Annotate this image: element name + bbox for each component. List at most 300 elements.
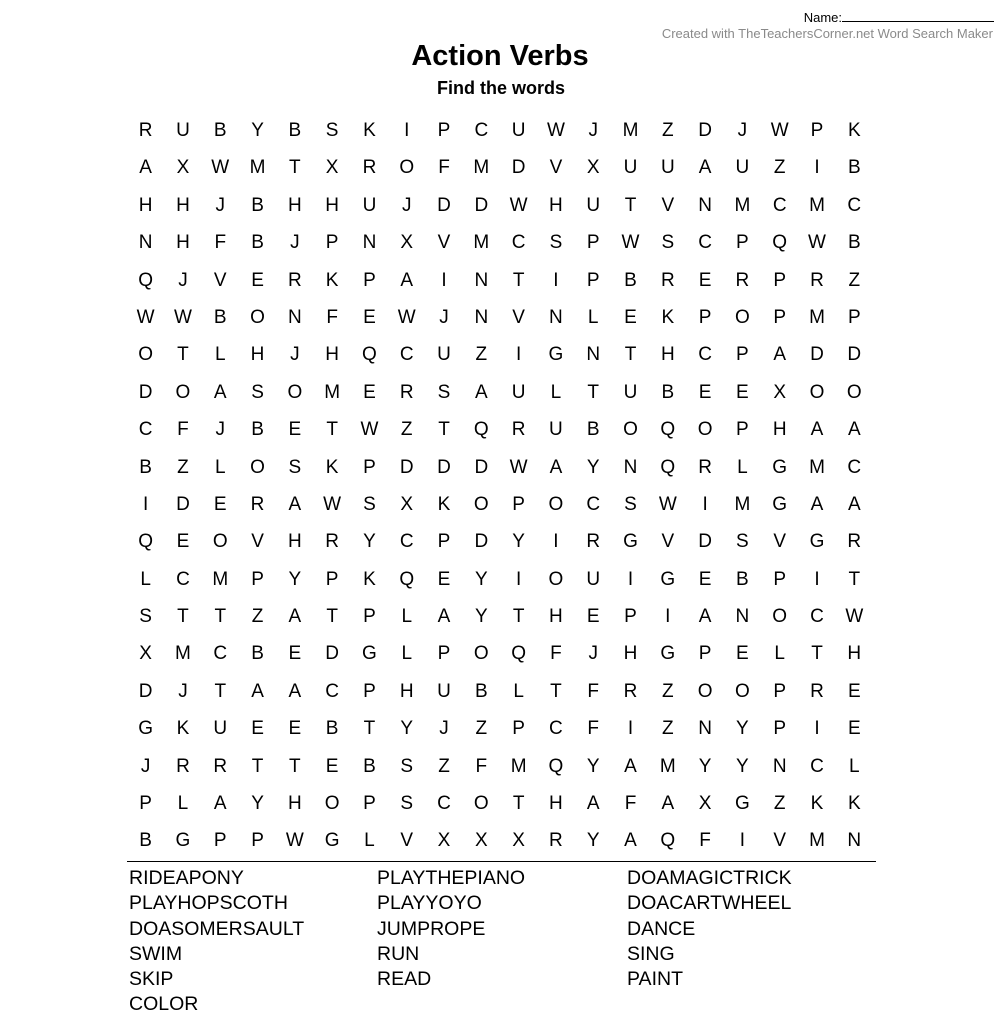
- grid-letter[interactable]: P: [773, 680, 787, 702]
- grid-letter[interactable]: Q: [138, 269, 154, 291]
- grid-letter[interactable]: U: [213, 718, 228, 740]
- grid-letter[interactable]: O: [250, 456, 265, 478]
- grid-letter[interactable]: Y: [586, 755, 600, 777]
- grid-letter[interactable]: T: [363, 718, 376, 740]
- grid-letter[interactable]: B: [251, 643, 264, 665]
- grid-letter[interactable]: C: [810, 755, 824, 777]
- grid-letter[interactable]: Y: [474, 568, 488, 590]
- grid-letter[interactable]: J: [737, 120, 748, 141]
- grid-letter[interactable]: U: [437, 680, 451, 702]
- grid-letter[interactable]: H: [250, 344, 265, 366]
- grid-letter[interactable]: G: [735, 793, 750, 815]
- grid-letter[interactable]: C: [698, 344, 712, 366]
- grid-letter[interactable]: B: [474, 680, 488, 702]
- grid-letter[interactable]: R: [549, 830, 563, 852]
- grid-letter[interactable]: O: [846, 381, 862, 403]
- grid-letter[interactable]: E: [698, 381, 712, 403]
- grid-letter[interactable]: V: [549, 157, 563, 179]
- grid-letter[interactable]: A: [847, 419, 861, 441]
- grid-letter[interactable]: J: [290, 344, 300, 366]
- grid-letter[interactable]: S: [251, 381, 264, 403]
- grid-letter[interactable]: I: [665, 606, 671, 628]
- grid-letter[interactable]: H: [660, 344, 675, 366]
- grid-letter[interactable]: E: [736, 381, 749, 403]
- grid-letter[interactable]: E: [325, 755, 339, 777]
- grid-letter[interactable]: G: [362, 643, 377, 665]
- grid-letter[interactable]: C: [399, 344, 414, 366]
- grid-letter[interactable]: B: [363, 755, 376, 777]
- grid-letter[interactable]: F: [699, 830, 711, 852]
- grid-letter[interactable]: P: [698, 643, 712, 665]
- grid-letter[interactable]: Y: [251, 793, 264, 815]
- grid-letter[interactable]: H: [287, 194, 302, 216]
- grid-letter[interactable]: C: [176, 568, 190, 590]
- grid-letter[interactable]: K: [847, 120, 861, 141]
- grid-letter[interactable]: I: [515, 568, 522, 590]
- grid-letter[interactable]: E: [586, 606, 600, 628]
- grid-letter[interactable]: T: [512, 269, 525, 291]
- grid-letter[interactable]: D: [810, 344, 824, 366]
- grid-letter[interactable]: F: [475, 755, 488, 777]
- grid-letter[interactable]: A: [288, 493, 302, 515]
- grid-letter[interactable]: T: [289, 157, 301, 179]
- grid-letter[interactable]: F: [587, 680, 600, 702]
- grid-letter[interactable]: X: [400, 493, 414, 515]
- grid-letter[interactable]: G: [772, 456, 788, 478]
- grid-letter[interactable]: L: [513, 680, 524, 702]
- grid-letter[interactable]: X: [176, 157, 190, 179]
- grid-letter[interactable]: E: [288, 419, 302, 441]
- grid-letter[interactable]: I: [814, 568, 820, 590]
- grid-letter[interactable]: P: [586, 232, 600, 254]
- grid-letter[interactable]: H: [138, 194, 153, 216]
- grid-letter[interactable]: C: [772, 194, 787, 216]
- grid-letter[interactable]: P: [139, 793, 152, 815]
- grid-letter[interactable]: W: [509, 456, 528, 478]
- grid-letter[interactable]: E: [698, 269, 712, 291]
- grid-letter[interactable]: D: [847, 344, 862, 366]
- grid-letter[interactable]: P: [325, 232, 339, 254]
- grid-letter[interactable]: Q: [660, 830, 676, 852]
- grid-letter[interactable]: R: [847, 531, 862, 553]
- grid-letter[interactable]: W: [136, 306, 155, 328]
- grid-letter[interactable]: S: [624, 493, 637, 515]
- grid-letter[interactable]: E: [698, 568, 712, 590]
- grid-letter[interactable]: B: [251, 194, 264, 216]
- grid-letter[interactable]: E: [624, 306, 637, 328]
- grid-letter[interactable]: Z: [177, 456, 189, 478]
- grid-letter[interactable]: R: [660, 269, 675, 291]
- grid-letter[interactable]: E: [847, 680, 861, 702]
- grid-letter[interactable]: I: [441, 269, 447, 291]
- grid-letter[interactable]: N: [287, 306, 302, 328]
- grid-letter[interactable]: O: [287, 381, 303, 403]
- grid-letter[interactable]: O: [548, 568, 564, 590]
- grid-letter[interactable]: M: [809, 456, 825, 478]
- grid-letter[interactable]: Y: [586, 830, 600, 852]
- grid-letter[interactable]: T: [251, 755, 264, 777]
- grid-letter[interactable]: B: [213, 306, 227, 328]
- grid-letter[interactable]: H: [176, 194, 190, 216]
- grid-letter[interactable]: K: [661, 306, 675, 328]
- grid-letter[interactable]: O: [324, 793, 340, 815]
- grid-letter[interactable]: O: [735, 306, 750, 328]
- grid-letter[interactable]: Q: [473, 419, 489, 441]
- grid-letter[interactable]: P: [213, 830, 227, 852]
- grid-letter[interactable]: V: [437, 232, 451, 254]
- grid-letter[interactable]: C: [549, 718, 563, 740]
- grid-letter[interactable]: P: [773, 269, 787, 291]
- grid-letter[interactable]: U: [623, 157, 638, 179]
- grid-letter[interactable]: M: [734, 194, 751, 216]
- grid-letter[interactable]: A: [586, 793, 600, 815]
- grid-letter[interactable]: U: [660, 157, 675, 179]
- grid-letter[interactable]: G: [809, 531, 825, 553]
- grid-letter[interactable]: E: [251, 718, 264, 740]
- grid-letter[interactable]: G: [175, 830, 191, 852]
- grid-letter[interactable]: L: [849, 755, 860, 777]
- grid-letter[interactable]: R: [325, 531, 339, 553]
- grid-letter[interactable]: Z: [662, 120, 674, 141]
- grid-letter[interactable]: P: [325, 568, 339, 590]
- grid-letter[interactable]: X: [437, 830, 451, 852]
- grid-letter[interactable]: A: [847, 493, 861, 515]
- grid-letter[interactable]: P: [773, 306, 787, 328]
- grid-letter[interactable]: P: [363, 793, 376, 815]
- grid-letter[interactable]: B: [251, 232, 264, 254]
- grid-letter[interactable]: P: [363, 269, 376, 291]
- grid-letter[interactable]: O: [772, 606, 788, 628]
- grid-letter[interactable]: D: [698, 531, 712, 553]
- grid-letter[interactable]: Q: [772, 232, 788, 254]
- grid-letter[interactable]: I: [553, 269, 559, 291]
- grid-letter[interactable]: P: [512, 718, 525, 740]
- grid-letter[interactable]: I: [627, 568, 634, 590]
- grid-letter[interactable]: J: [439, 306, 449, 328]
- grid-letter[interactable]: Q: [660, 419, 676, 441]
- grid-letter[interactable]: O: [138, 344, 154, 366]
- grid-letter[interactable]: Q: [399, 568, 415, 590]
- grid-letter[interactable]: C: [847, 194, 862, 216]
- grid-letter[interactable]: A: [698, 606, 712, 628]
- grid-letter[interactable]: C: [698, 232, 712, 254]
- grid-letter[interactable]: R: [810, 680, 824, 702]
- grid-letter[interactable]: A: [474, 381, 488, 403]
- grid-letter[interactable]: C: [810, 606, 824, 628]
- grid-letter[interactable]: N: [698, 194, 712, 216]
- grid-letter[interactable]: B: [213, 120, 227, 141]
- grid-letter[interactable]: E: [251, 269, 264, 291]
- grid-letter[interactable]: O: [809, 381, 825, 403]
- grid-letter[interactable]: L: [401, 606, 413, 628]
- grid-letter[interactable]: H: [623, 643, 638, 665]
- grid-letter[interactable]: K: [176, 718, 190, 740]
- grid-letter[interactable]: Y: [736, 718, 749, 740]
- grid-letter[interactable]: D: [437, 456, 451, 478]
- grid-letter[interactable]: T: [438, 419, 450, 441]
- grid-letter[interactable]: D: [138, 680, 153, 702]
- grid-letter[interactable]: F: [177, 419, 189, 441]
- grid-letter[interactable]: B: [288, 120, 302, 141]
- grid-letter[interactable]: A: [698, 157, 712, 179]
- grid-letter[interactable]: R: [735, 269, 750, 291]
- grid-letter[interactable]: W: [621, 232, 640, 254]
- grid-letter[interactable]: O: [399, 157, 415, 179]
- grid-letter[interactable]: T: [811, 643, 823, 665]
- grid-letter[interactable]: Y: [400, 718, 414, 740]
- grid-letter[interactable]: V: [213, 269, 227, 291]
- grid-letter[interactable]: A: [437, 606, 451, 628]
- grid-letter[interactable]: R: [623, 680, 638, 702]
- grid-letter[interactable]: U: [176, 120, 190, 141]
- grid-letter[interactable]: T: [624, 344, 637, 366]
- grid-letter[interactable]: Y: [512, 531, 525, 553]
- grid-letter[interactable]: E: [363, 306, 376, 328]
- grid-letter[interactable]: J: [215, 194, 225, 216]
- grid-letter[interactable]: C: [399, 531, 414, 553]
- grid-letter[interactable]: F: [326, 306, 338, 328]
- grid-letter[interactable]: M: [473, 157, 490, 179]
- grid-letter[interactable]: P: [437, 120, 451, 141]
- grid-letter[interactable]: T: [177, 606, 189, 628]
- grid-letter[interactable]: V: [773, 830, 787, 852]
- grid-letter[interactable]: S: [400, 793, 414, 815]
- grid-letter[interactable]: S: [549, 232, 563, 254]
- grid-letter[interactable]: P: [736, 344, 749, 366]
- grid-letter[interactable]: S: [736, 531, 749, 553]
- grid-letter[interactable]: P: [773, 568, 787, 590]
- grid-letter[interactable]: W: [360, 419, 379, 441]
- grid-letter[interactable]: L: [177, 793, 189, 815]
- grid-letter[interactable]: Y: [698, 755, 712, 777]
- grid-letter[interactable]: H: [176, 232, 190, 254]
- grid-letter[interactable]: T: [550, 680, 562, 702]
- grid-letter[interactable]: X: [586, 157, 600, 179]
- grid-letter[interactable]: C: [474, 120, 489, 141]
- grid-letter[interactable]: W: [546, 120, 565, 141]
- grid-letter[interactable]: Y: [288, 568, 302, 590]
- grid-letter[interactable]: T: [214, 680, 227, 702]
- grid-letter[interactable]: A: [213, 381, 227, 403]
- grid-letter[interactable]: M: [659, 755, 676, 777]
- grid-letter[interactable]: I: [739, 830, 746, 852]
- grid-letter[interactable]: H: [325, 344, 339, 366]
- grid-letter[interactable]: S: [400, 755, 414, 777]
- grid-letter[interactable]: P: [698, 306, 712, 328]
- grid-letter[interactable]: B: [847, 157, 861, 179]
- grid-letter[interactable]: D: [511, 157, 526, 179]
- grid-letter[interactable]: C: [213, 643, 228, 665]
- grid-letter[interactable]: T: [512, 606, 525, 628]
- grid-letter[interactable]: P: [512, 493, 525, 515]
- grid-letter[interactable]: P: [736, 419, 749, 441]
- grid-letter[interactable]: N: [586, 344, 601, 366]
- grid-letter[interactable]: R: [176, 755, 190, 777]
- grid-letter[interactable]: V: [661, 194, 675, 216]
- grid-letter[interactable]: E: [437, 568, 451, 590]
- grid-letter[interactable]: K: [437, 493, 451, 515]
- grid-letter[interactable]: A: [810, 493, 824, 515]
- grid-letter[interactable]: M: [510, 755, 527, 777]
- grid-letter[interactable]: Z: [662, 680, 674, 702]
- grid-letter[interactable]: Q: [362, 344, 377, 366]
- grid-letter[interactable]: I: [404, 120, 410, 141]
- grid-letter[interactable]: C: [847, 456, 862, 478]
- grid-letter[interactable]: W: [211, 157, 230, 179]
- grid-letter[interactable]: J: [401, 194, 412, 216]
- grid-letter[interactable]: I: [515, 344, 522, 366]
- grid-letter[interactable]: B: [139, 456, 152, 478]
- grid-letter[interactable]: Z: [251, 606, 264, 628]
- grid-letter[interactable]: P: [251, 568, 264, 590]
- grid-letter[interactable]: R: [399, 381, 414, 403]
- grid-letter[interactable]: L: [401, 643, 413, 665]
- grid-letter[interactable]: G: [548, 344, 564, 366]
- grid-letter[interactable]: I: [814, 718, 820, 740]
- grid-letter[interactable]: I: [553, 531, 559, 553]
- grid-letter[interactable]: W: [808, 232, 826, 254]
- grid-letter[interactable]: C: [325, 680, 339, 702]
- grid-letter[interactable]: P: [773, 718, 787, 740]
- grid-letter[interactable]: O: [735, 680, 750, 702]
- grid-letter[interactable]: P: [586, 269, 600, 291]
- grid-letter[interactable]: J: [588, 120, 598, 141]
- grid-letter[interactable]: W: [397, 306, 416, 328]
- grid-letter[interactable]: U: [549, 419, 563, 441]
- grid-letter[interactable]: W: [285, 830, 304, 852]
- grid-letter[interactable]: B: [251, 419, 264, 441]
- grid-letter[interactable]: D: [474, 456, 489, 478]
- grid-letter[interactable]: L: [587, 306, 599, 328]
- grid-letter[interactable]: N: [362, 232, 377, 254]
- grid-letter[interactable]: R: [213, 755, 228, 777]
- grid-letter[interactable]: R: [810, 269, 824, 291]
- grid-letter[interactable]: G: [660, 643, 676, 665]
- grid-letter[interactable]: U: [511, 381, 526, 403]
- grid-letter[interactable]: N: [138, 232, 153, 254]
- grid-letter[interactable]: H: [772, 419, 787, 441]
- grid-letter[interactable]: K: [325, 456, 339, 478]
- grid-letter[interactable]: D: [176, 493, 190, 515]
- grid-letter[interactable]: T: [177, 344, 189, 366]
- grid-letter[interactable]: H: [549, 194, 563, 216]
- grid-letter[interactable]: J: [178, 269, 188, 291]
- grid-letter[interactable]: T: [512, 793, 525, 815]
- grid-letter[interactable]: W: [509, 194, 528, 216]
- grid-letter[interactable]: N: [698, 718, 712, 740]
- grid-letter[interactable]: N: [474, 269, 489, 291]
- grid-letter[interactable]: A: [288, 680, 302, 702]
- grid-letter[interactable]: H: [287, 531, 302, 553]
- grid-letter[interactable]: T: [289, 755, 301, 777]
- grid-letter[interactable]: I: [702, 493, 708, 515]
- grid-letter[interactable]: Y: [363, 531, 376, 553]
- grid-letter[interactable]: N: [735, 606, 750, 628]
- grid-letter[interactable]: Z: [400, 419, 413, 441]
- grid-letter[interactable]: A: [773, 344, 787, 366]
- grid-letter[interactable]: N: [772, 755, 787, 777]
- grid-letter[interactable]: Y: [251, 120, 264, 141]
- grid-letter[interactable]: T: [214, 606, 227, 628]
- grid-letter[interactable]: C: [586, 493, 601, 515]
- grid-letter[interactable]: Y: [474, 606, 488, 628]
- grid-letter[interactable]: M: [622, 120, 639, 141]
- grid-letter[interactable]: K: [363, 568, 376, 590]
- grid-letter[interactable]: Z: [773, 157, 786, 179]
- grid-letter[interactable]: E: [736, 643, 749, 665]
- grid-letter[interactable]: T: [848, 568, 861, 590]
- grid-letter[interactable]: C: [511, 232, 526, 254]
- grid-letter[interactable]: O: [473, 493, 489, 515]
- grid-letter[interactable]: X: [474, 830, 488, 852]
- grid-letter[interactable]: O: [697, 419, 713, 441]
- grid-letter[interactable]: A: [213, 793, 227, 815]
- grid-letter[interactable]: E: [176, 531, 190, 553]
- grid-letter[interactable]: W: [845, 606, 864, 628]
- grid-letter[interactable]: M: [249, 157, 266, 179]
- grid-letter[interactable]: P: [437, 531, 451, 553]
- grid-letter[interactable]: A: [549, 456, 563, 478]
- grid-letter[interactable]: X: [773, 381, 787, 403]
- grid-letter[interactable]: R: [287, 269, 302, 291]
- grid-letter[interactable]: E: [213, 493, 227, 515]
- grid-letter[interactable]: H: [325, 194, 339, 216]
- grid-letter[interactable]: G: [138, 718, 154, 740]
- grid-letter[interactable]: L: [140, 568, 151, 590]
- grid-letter[interactable]: S: [437, 381, 451, 403]
- grid-letter[interactable]: D: [399, 456, 414, 478]
- grid-letter[interactable]: W: [658, 493, 677, 515]
- grid-letter[interactable]: K: [810, 793, 824, 815]
- grid-letter[interactable]: A: [661, 793, 675, 815]
- grid-letter[interactable]: T: [326, 606, 338, 628]
- grid-letter[interactable]: O: [548, 493, 564, 515]
- grid-letter[interactable]: V: [773, 531, 787, 553]
- grid-letter[interactable]: B: [847, 232, 861, 254]
- grid-letter[interactable]: P: [437, 643, 451, 665]
- grid-letter[interactable]: N: [549, 306, 563, 328]
- grid-letter[interactable]: T: [624, 194, 637, 216]
- grid-letter[interactable]: E: [288, 718, 302, 740]
- grid-letter[interactable]: F: [587, 718, 600, 740]
- grid-letter[interactable]: A: [624, 830, 637, 852]
- grid-letter[interactable]: A: [288, 606, 302, 628]
- grid-letter[interactable]: W: [770, 120, 789, 141]
- grid-letter[interactable]: C: [437, 793, 451, 815]
- grid-letter[interactable]: A: [139, 157, 152, 179]
- grid-letter[interactable]: V: [251, 531, 264, 553]
- grid-letter[interactable]: I: [627, 718, 634, 740]
- grid-letter[interactable]: M: [324, 381, 341, 403]
- grid-letter[interactable]: H: [287, 793, 302, 815]
- grid-letter[interactable]: L: [364, 830, 375, 852]
- grid-letter[interactable]: P: [363, 680, 376, 702]
- grid-letter[interactable]: T: [326, 419, 338, 441]
- grid-letter[interactable]: A: [624, 755, 637, 777]
- grid-letter[interactable]: G: [660, 568, 676, 590]
- grid-letter[interactable]: R: [511, 419, 526, 441]
- grid-letter[interactable]: Y: [586, 456, 600, 478]
- grid-letter[interactable]: L: [774, 643, 785, 665]
- grid-letter[interactable]: V: [512, 306, 525, 328]
- grid-letter[interactable]: G: [324, 830, 340, 852]
- grid-letter[interactable]: F: [550, 643, 562, 665]
- grid-letter[interactable]: Q: [548, 755, 564, 777]
- grid-letter[interactable]: X: [325, 157, 339, 179]
- grid-letter[interactable]: S: [363, 493, 376, 515]
- grid-letter[interactable]: K: [363, 120, 376, 141]
- grid-letter[interactable]: M: [809, 194, 825, 216]
